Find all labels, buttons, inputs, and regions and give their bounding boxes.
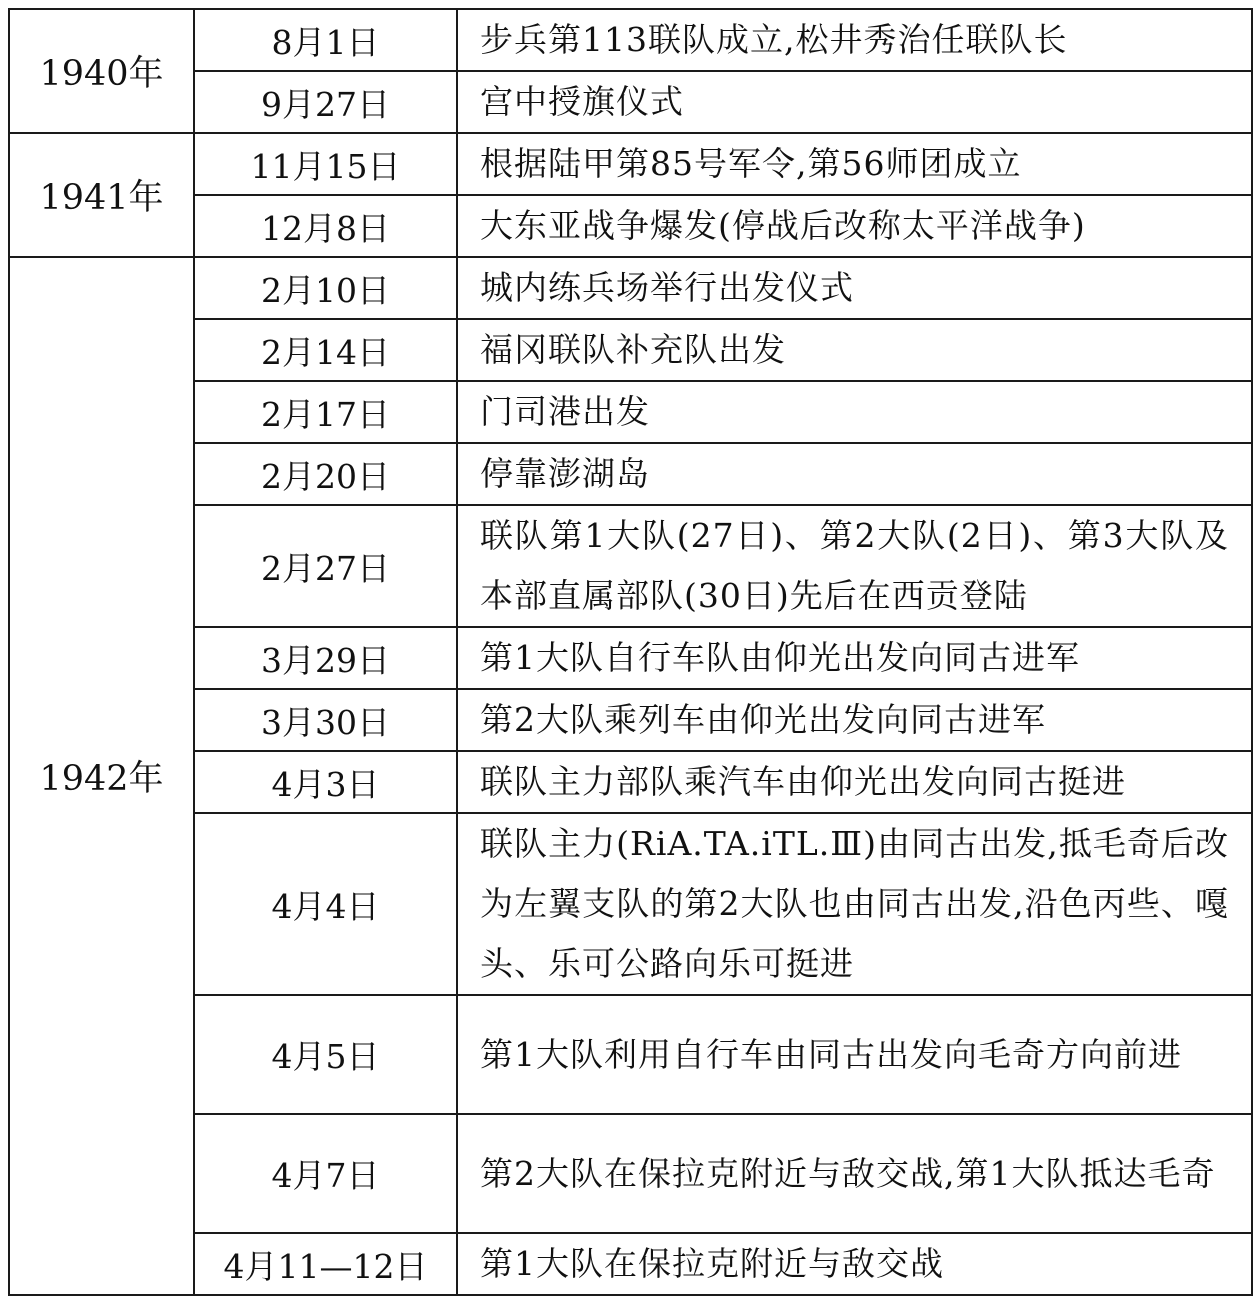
- date-cell: 11月15日: [194, 133, 457, 195]
- event-cell: 门司港出发: [457, 381, 1252, 443]
- event-cell: 城内练兵场举行出发仪式: [457, 257, 1252, 319]
- year-cell: 1940年: [9, 9, 194, 133]
- event-cell: 福冈联队补充队出发: [457, 319, 1252, 381]
- date-cell: 4月3日: [194, 751, 457, 813]
- date-cell: 4月5日: [194, 995, 457, 1114]
- event-cell: 第1大队利用自行车由同古出发向毛奇方向前进: [457, 995, 1252, 1114]
- year-cell: 1941年: [9, 133, 194, 257]
- table-row: [9, 133, 1252, 195]
- event-cell: 第2大队在保拉克附近与敌交战,第1大队抵达毛奇: [457, 1114, 1252, 1233]
- event-cell: 停靠澎湖岛: [457, 443, 1252, 505]
- event-cell: 第1大队在保拉克附近与敌交战: [457, 1233, 1252, 1295]
- event-cell: 第2大队乘列车由仰光出发向同古进军: [457, 689, 1252, 751]
- table-row: [9, 319, 1252, 381]
- event-cell: 宫中授旗仪式: [457, 71, 1252, 133]
- table-row: [9, 1233, 1252, 1295]
- date-cell: 8月1日: [194, 9, 457, 71]
- date-cell: 2月20日: [194, 443, 457, 505]
- date-cell: 3月29日: [194, 627, 457, 689]
- chronology-table: [8, 8, 1253, 1296]
- table-row: [9, 9, 1252, 71]
- table-row: [9, 995, 1252, 1114]
- event-cell: 联队主力(RiA.TA.iTL.Ⅲ)由同古出发,抵毛奇后改为左翼支队的第2大队也由同古出发,沿色丙些、嘎头、乐可公路向乐可挺进: [457, 813, 1252, 995]
- table-row: [9, 689, 1252, 751]
- date-cell: 4月4日: [194, 813, 457, 995]
- table-row: [9, 813, 1252, 995]
- date-cell: 3月30日: [194, 689, 457, 751]
- table-row: [9, 505, 1252, 627]
- event-cell: 第1大队自行车队由仰光出发向同古进军: [457, 627, 1252, 689]
- event-cell: 联队主力部队乘汽车由仰光出发向同古挺进: [457, 751, 1252, 813]
- table-row: [9, 71, 1252, 133]
- date-cell: 2月14日: [194, 319, 457, 381]
- year-cell: 1942年: [9, 257, 194, 1295]
- date-cell: 2月17日: [194, 381, 457, 443]
- date-cell: 12月8日: [194, 195, 457, 257]
- table-row: [9, 195, 1252, 257]
- date-cell: 9月27日: [194, 71, 457, 133]
- date-cell: 2月27日: [194, 505, 457, 627]
- event-cell: 联队第1大队(27日)、第2大队(2日)、第3大队及本部直属部队(30日)先后在西贡登陆: [457, 505, 1252, 627]
- date-cell: 4月7日: [194, 1114, 457, 1233]
- table-row: [9, 627, 1252, 689]
- table-row: [9, 257, 1252, 319]
- table-row: [9, 381, 1252, 443]
- event-cell: 步兵第113联队成立,松井秀治任联队长: [457, 9, 1252, 71]
- event-cell: 根据陆甲第85号军令,第56师团成立: [457, 133, 1252, 195]
- date-cell: 2月10日: [194, 257, 457, 319]
- table-row: [9, 1114, 1252, 1233]
- table-row: [9, 443, 1252, 505]
- event-cell: 大东亚战争爆发(停战后改称太平洋战争): [457, 195, 1252, 257]
- date-cell: 4月11—12日: [194, 1233, 457, 1295]
- table-row: [9, 751, 1252, 813]
